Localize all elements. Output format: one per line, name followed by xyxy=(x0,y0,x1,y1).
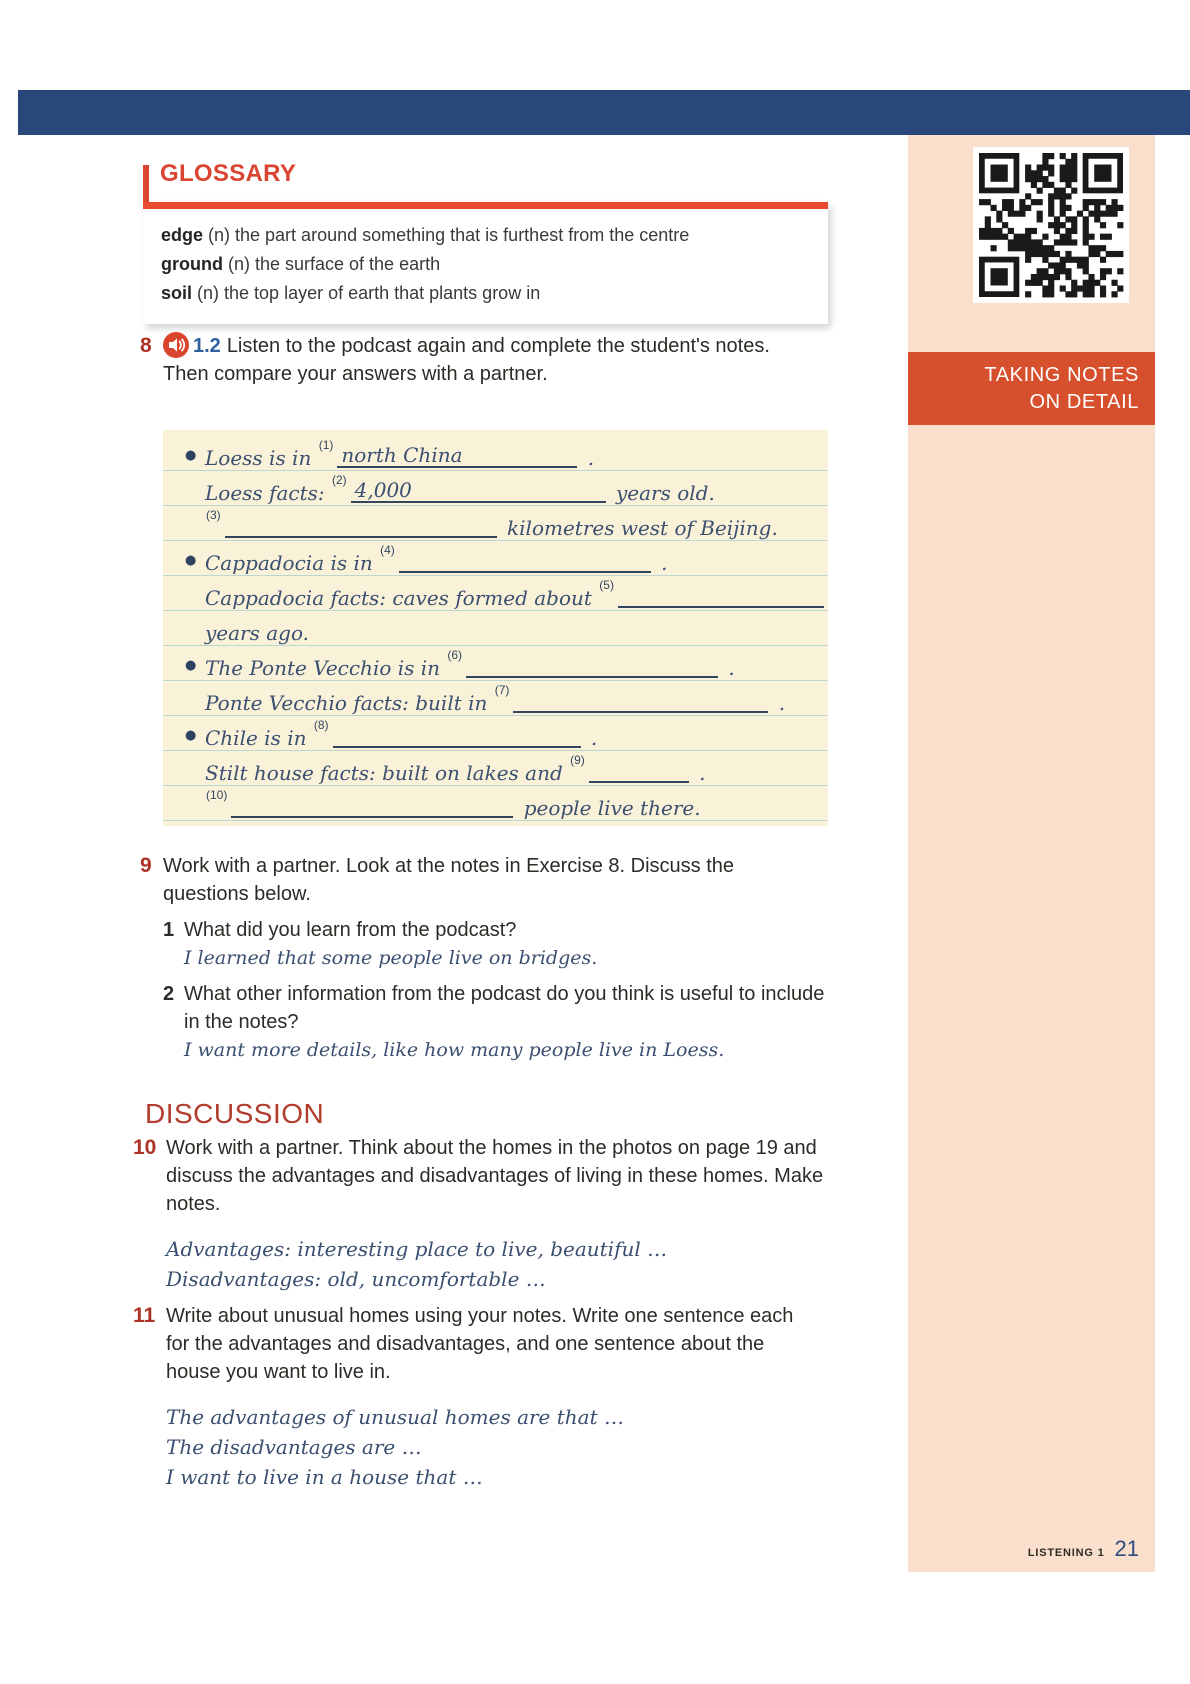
top-navy-bar xyxy=(18,90,1190,135)
note-blank-number: (9) xyxy=(570,753,585,767)
note-row xyxy=(163,506,828,541)
note-text: kilometres west of Beijing. xyxy=(500,516,778,540)
question-body xyxy=(184,980,825,1064)
glossary-entry xyxy=(161,250,810,279)
bullet-icon: ● xyxy=(185,728,197,743)
note-row xyxy=(163,611,828,646)
question-text: What other information from the podcast do you think is useful to include in the notes? xyxy=(184,983,825,1033)
exercise-8-instruction: Listen to the podcast again and complete the student's notes. Then compare your answers with a partner. xyxy=(163,335,770,385)
note-blank-number: (2) xyxy=(331,473,347,487)
glossary-accent-bar xyxy=(143,165,149,207)
skill-banner xyxy=(908,352,1155,425)
audio-play-icon[interactable] xyxy=(163,332,189,358)
glossary-definition: (n) the surface of the earth xyxy=(222,254,441,274)
note-text: . xyxy=(584,726,598,750)
exercise-10-model-notes xyxy=(166,1234,830,1294)
exercise-8-number: 8 xyxy=(140,334,152,357)
note-blank-line xyxy=(399,547,651,573)
model-note-label: Advantages xyxy=(166,1237,285,1261)
question-row xyxy=(163,980,825,1064)
note-text: The Ponte Vecchio is in xyxy=(205,656,447,680)
note-row xyxy=(163,541,828,576)
note-blank-line xyxy=(466,652,718,678)
note-text: years old. xyxy=(609,481,715,505)
note-blank-line xyxy=(351,477,606,503)
note-text: Cappadocia facts: caves formed about xyxy=(205,586,599,610)
note-blank-line xyxy=(513,687,768,713)
exercise-8 xyxy=(140,332,806,388)
audio-track-number: 1.2 xyxy=(193,335,221,357)
note-text: . xyxy=(654,551,668,575)
skill-banner-line2: ON DETAIL xyxy=(1029,390,1139,413)
note-row xyxy=(163,681,828,716)
note-blank-number: (5) xyxy=(599,578,614,592)
page-footer xyxy=(908,1536,1139,1562)
note-blank-line xyxy=(589,757,689,783)
note-blank-line xyxy=(231,792,513,818)
note-blank-number: (7) xyxy=(494,683,510,697)
note-row xyxy=(163,471,828,506)
exercise-9-number: 9 xyxy=(140,854,152,877)
glossary-definition: (n) the part around something that is furthest from the centre xyxy=(203,225,690,245)
exercise-9-instruction: Work with a partner. Look at the notes in Exercise 8. Discuss the questions below. xyxy=(163,855,735,905)
note-text: . xyxy=(722,656,735,680)
model-note-label: Disadvantages xyxy=(166,1267,315,1291)
note-blank-number: (4) xyxy=(380,543,395,557)
question-row xyxy=(163,916,825,972)
model-note-text: : interesting place to live, beautiful … xyxy=(284,1237,668,1261)
note-blank-number: (3) xyxy=(206,508,221,522)
footer-page-number: 21 xyxy=(1114,1536,1139,1561)
exercise-11-instruction: Write about unusual homes using your notes. Write one sentence each for the advantages and disadvantages, and one sentence about the house you want to live in. xyxy=(166,1305,794,1383)
handwritten-answer: I want more details, like how many people live in Loess. xyxy=(184,1039,725,1061)
note-blank-number: (1) xyxy=(318,438,334,452)
model-sentence: The advantages of unusual homes are that … xyxy=(166,1405,624,1429)
model-note-text: : old, uncomfortable … xyxy=(314,1267,546,1291)
exercise-10-instruction: Work with a partner. Think about the homes in the photos on page 19 and discuss the advantages and disadvantages of living in these homes. Make notes. xyxy=(166,1137,824,1215)
note-row xyxy=(163,646,828,681)
bullet-icon: ● xyxy=(185,448,197,463)
note-text: . xyxy=(692,761,706,785)
exercise-10 xyxy=(133,1134,833,1294)
glossary-entry xyxy=(161,279,810,308)
glossary-term: ground xyxy=(161,254,223,274)
note-blank-line xyxy=(618,582,824,608)
exercise-11-number: 11 xyxy=(133,1304,156,1327)
note-text: . xyxy=(772,691,786,715)
note-row xyxy=(163,436,828,471)
note-blank-line xyxy=(225,512,497,538)
note-text: Loess is in xyxy=(205,446,318,470)
note-text: people live there. xyxy=(517,796,701,820)
exercise-9-questions xyxy=(163,916,825,1064)
question-body xyxy=(184,916,597,972)
handwritten-answer: north China xyxy=(341,443,463,467)
skill-banner-line1: TAKING NOTES xyxy=(984,363,1139,386)
note-row xyxy=(163,716,828,751)
note-text: Cappadocia is in xyxy=(205,551,380,575)
note-text: years ago. xyxy=(205,621,310,645)
bullet-icon: ● xyxy=(185,658,197,673)
qr-code xyxy=(973,147,1129,303)
note-row xyxy=(163,786,828,821)
model-note-line xyxy=(166,1264,830,1294)
glossary-box xyxy=(143,202,828,324)
note-blank-line xyxy=(337,442,577,468)
student-notes-box xyxy=(163,430,828,826)
footer-section-label: LISTENING 1 xyxy=(1027,1547,1105,1559)
note-row xyxy=(163,576,828,611)
note-text: Ponte Vecchio facts: built in xyxy=(205,691,494,715)
right-sidebar-panel xyxy=(908,135,1155,1572)
model-sentence: The disadvantages are … xyxy=(166,1435,422,1459)
glossary-title: GLOSSARY xyxy=(160,160,297,187)
exercise-8-body xyxy=(163,332,806,388)
exercise-9 xyxy=(140,852,830,1064)
question-number: 2 xyxy=(163,983,175,1005)
note-text: . xyxy=(581,446,595,470)
handwritten-answer: I learned that some people live on bridges. xyxy=(184,947,598,969)
bullet-icon: ● xyxy=(185,553,197,568)
note-text: Chile is in xyxy=(205,726,313,750)
note-text: Stilt house facts: built on lakes and xyxy=(205,761,570,785)
note-blank-line xyxy=(333,722,581,748)
exercise-10-number: 10 xyxy=(133,1136,157,1159)
model-note-line xyxy=(166,1234,830,1264)
question-text: What did you learn from the podcast? xyxy=(184,919,517,941)
note-text: Loess facts: xyxy=(205,481,331,505)
glossary-term: edge xyxy=(161,225,204,245)
glossary-definition: (n) the top layer of earth that plants grow in xyxy=(192,283,541,303)
discussion-heading: DISCUSSION xyxy=(145,1098,325,1129)
handwritten-answer: 4,000 xyxy=(354,478,412,502)
note-blank-number: (6) xyxy=(447,648,463,662)
note-blank-number: (8) xyxy=(313,718,329,732)
exercise-11 xyxy=(133,1302,833,1492)
note-blank-number: (10) xyxy=(206,788,228,802)
model-sentence: I want to live in a house that … xyxy=(166,1465,483,1489)
question-number: 1 xyxy=(163,919,175,941)
glossary-term: soil xyxy=(161,283,193,303)
glossary-entry xyxy=(161,221,810,250)
exercise-11-model-sentences xyxy=(166,1402,821,1492)
note-row xyxy=(163,751,828,786)
